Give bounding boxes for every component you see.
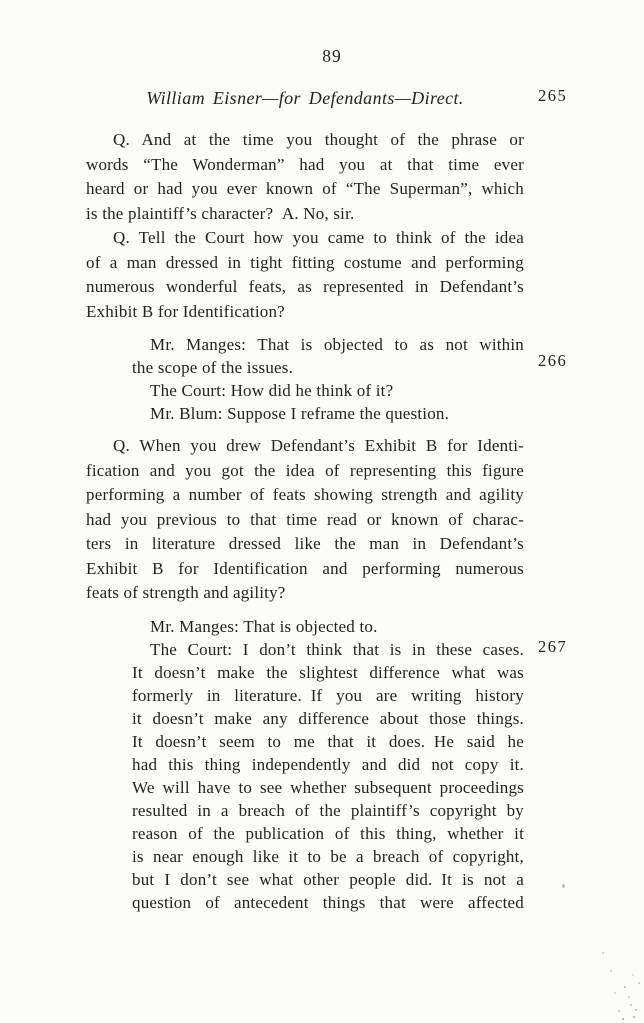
text-line: it doesn’t make any difference about those things. [132, 708, 524, 728]
text-line: ters in literature dressed like the man in Defendant’s [86, 534, 524, 553]
qa-paragraph [86, 434, 524, 606]
text-line: It doesn’t make the slightest difference what was [132, 662, 524, 682]
page-number: 89 [322, 46, 342, 66]
text-line: The Court: How did he think of it? [150, 381, 394, 400]
running-head: William Eisner—for Defendants—Direct. [146, 88, 464, 108]
text-line: of a man dressed in tight fitting costume and performing [86, 252, 524, 272]
text-line: numerous wonderful feats, as represented in Defendant’s [86, 277, 524, 296]
text-line: Mr. Blum: Suppose I reframe the question. [150, 404, 450, 423]
text-line: The Court: I don’t think that is in these cases. [150, 639, 524, 659]
text-line: reason of the publication of this thing, whether it [132, 823, 524, 843]
text-line: Exhibit B for Identification? [86, 301, 285, 321]
qa-paragraph [86, 226, 524, 324]
margin-number-266: 266 [538, 351, 568, 370]
text-line: but I don’t see what other people did. It is not a [132, 869, 524, 889]
text-line: performing a number of feats showing strength and agility [86, 485, 524, 504]
transcript-body [86, 128, 524, 923]
text-line: had this thing independently and did not copy it. [132, 754, 524, 774]
scan-noise-patch [602, 952, 604, 954]
text-line: feats of strength and agility? [86, 583, 286, 602]
text-line: heard or had you ever known of “The Superman”, which [86, 179, 524, 198]
qa-paragraph [86, 128, 524, 226]
text-line: formerly in literature. If you are writing history [132, 685, 524, 705]
margin-number-267: 267 [538, 637, 568, 656]
text-line: Q. And at the time you thought of the phrase or [113, 130, 524, 149]
text-line: We will have to see whether subsequent proceedings [132, 777, 524, 797]
text-line: Q. When you drew Defendant’s Exhibit B for Identi- [113, 436, 524, 455]
text-line: is the plaintiff’s character? A. No, sir. [86, 203, 355, 223]
text-line: fication and you got the idea of representing this figure [86, 460, 524, 480]
text-line: words “The Wonderman” had you at that time ever [86, 154, 524, 174]
colloquy-block [132, 615, 524, 914]
margin-number-265: 265 [538, 86, 568, 105]
scan-speck [562, 884, 565, 888]
text-line: is near enough like it to be a breach of copyright, [132, 846, 524, 866]
text-line: question of antecedent things that were affected [132, 892, 524, 912]
text-line: Q. Tell the Court how you came to think of the idea [113, 228, 524, 247]
text-line: Exhibit B for Identification and performing numerous [86, 558, 524, 578]
text-line: had you previous to that time read or known of charac- [86, 509, 524, 529]
text-line: resulted in a breach of the plaintiff’s copyright by [132, 800, 524, 820]
colloquy-block [132, 333, 524, 425]
text-line: the scope of the issues. [132, 358, 294, 377]
text-line: It doesn’t seem to me that it does. He said he [132, 731, 524, 751]
text-line: Mr. Manges: That is objected to as not within [150, 335, 524, 354]
text-line: Mr. Manges: That is objected to. [150, 616, 378, 636]
